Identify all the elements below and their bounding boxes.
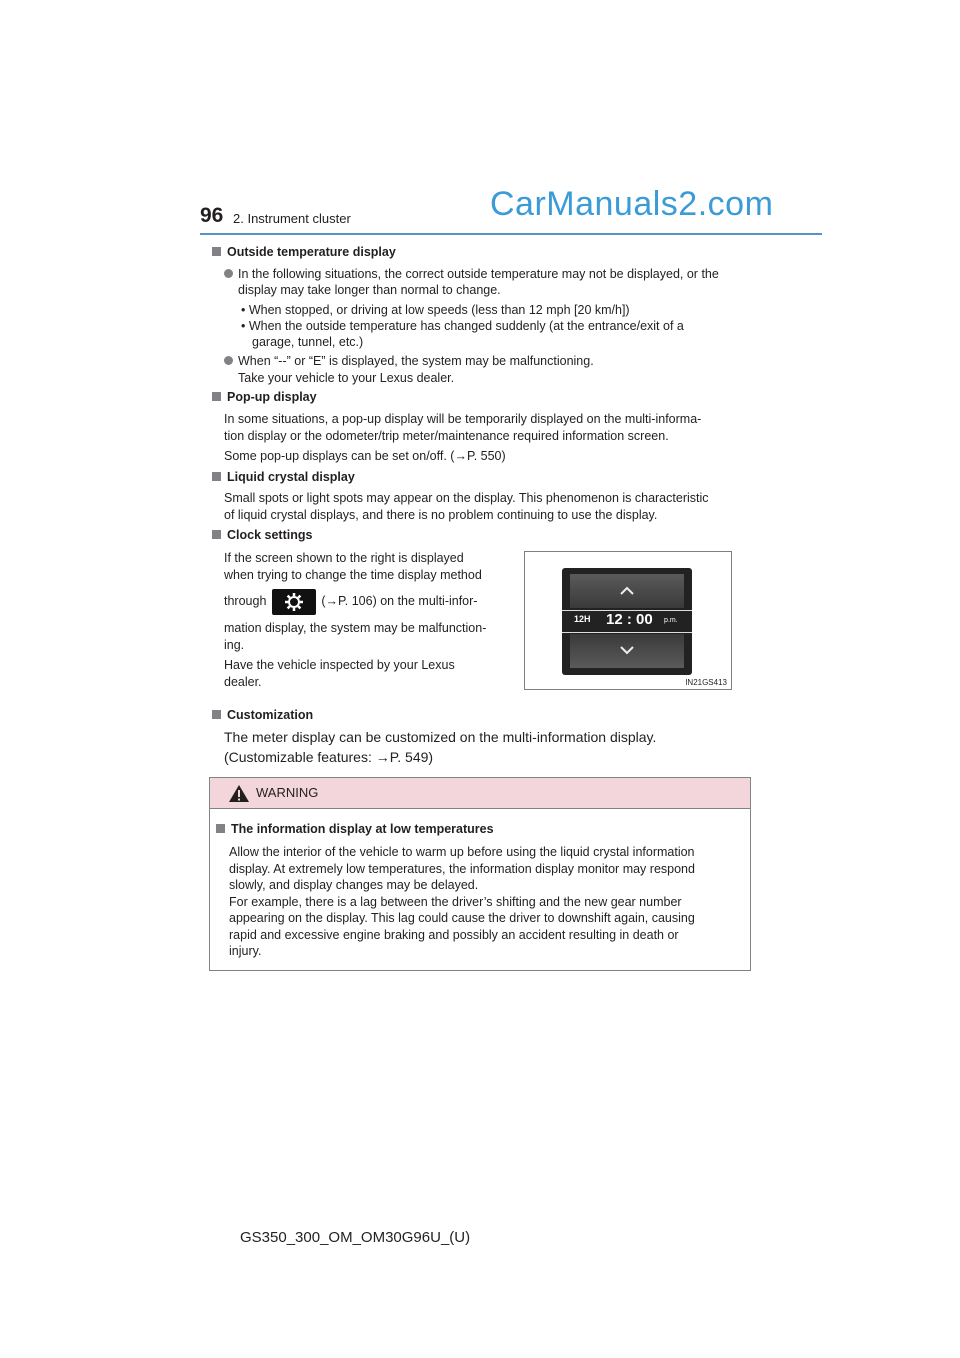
figure-code: IN21GS413 xyxy=(685,678,727,687)
clock-mode-label: 12H xyxy=(574,614,591,624)
warning-title: WARNING xyxy=(256,785,319,800)
heading-clock-settings: Clock settings xyxy=(212,528,312,542)
settings-gear-icon xyxy=(272,589,316,615)
clock-line-6: Have the vehicle inspected by your Lexus xyxy=(224,658,455,672)
heading-customization: Customization xyxy=(212,708,313,722)
popup-line-3: Some pop-up displays can be set on/off. (→P. 550) xyxy=(224,449,506,463)
bullet-outside-temp-1-cont: display may take longer than normal to change. xyxy=(238,283,501,297)
sub-item-temp-change-cont: garage, tunnel, etc.) xyxy=(252,335,364,349)
warning-line: For example, there is a lag between the driver’s shifting and the new gear number xyxy=(229,894,682,909)
screen-up-panel xyxy=(570,574,684,608)
warning-heading: The information display at low temperatures xyxy=(216,822,494,836)
warning-line: display. At extremely low temperatures, the information display monitor may respond xyxy=(229,861,695,876)
header-rule xyxy=(200,233,822,235)
square-bullet-icon xyxy=(212,247,221,256)
round-bullet-icon xyxy=(224,356,233,365)
clock-ampm-label: p.m. xyxy=(664,617,678,624)
warning-body xyxy=(229,844,739,960)
clock-time-value: 12 : 00 xyxy=(606,611,653,628)
square-bullet-icon xyxy=(212,710,221,719)
warning-box xyxy=(209,777,751,971)
popup-line-1: In some situations, a pop-up display will be temporarily displayed on the multi-informa- xyxy=(224,412,702,426)
warning-line: Allow the interior of the vehicle to warm up before using the liquid crystal information xyxy=(229,845,695,859)
multi-info-screen xyxy=(562,568,692,675)
square-bullet-icon xyxy=(216,824,225,833)
watermark: CarManuals2.com xyxy=(490,185,774,223)
warning-line: slowly, and display changes may be delayed. xyxy=(229,878,479,892)
clock-line-3: through (→P. 106) on the multi-infor- xyxy=(224,588,477,615)
square-bullet-icon xyxy=(212,530,221,539)
warning-line: appearing on the display. This lag could cause the driver to downshift again, causing xyxy=(229,911,695,925)
warning-header xyxy=(210,778,750,809)
clock-line-1: If the screen shown to the right is displayed xyxy=(224,551,464,565)
bullet-outside-temp-2-cont: Take your vehicle to your Lexus dealer. xyxy=(238,371,455,385)
square-bullet-icon xyxy=(212,392,221,401)
warning-line: injury. xyxy=(229,944,262,958)
clock-display-figure xyxy=(524,551,732,690)
square-bullet-icon xyxy=(212,472,221,481)
heading-lcd: Liquid crystal display xyxy=(212,470,355,484)
sub-item-low-speed: • When stopped, or driving at low speeds (less than 12 mph [20 km/h]) xyxy=(241,303,630,317)
warning-line: rapid and excessive engine braking and possibly an accident resulting in death or xyxy=(229,927,679,942)
sub-item-temp-change: • When the outside temperature has changed suddenly (at the entrance/exit of a xyxy=(241,319,684,333)
round-bullet-icon xyxy=(224,269,233,278)
custom-line-1: The meter display can be customized on the multi-information display. xyxy=(224,729,657,745)
chevron-up-icon xyxy=(570,574,684,608)
lcd-line-1: Small spots or light spots may appear on the display. This phenomenon is characteristic xyxy=(224,491,709,505)
custom-line-2: (Customizable features: →P. 549) xyxy=(224,749,434,765)
document-id: GS350_300_OM_OM30G96U_(U) xyxy=(240,1229,471,1246)
bullet-outside-temp-1: In the following situations, the correct outside temperature may not be displayed, or the xyxy=(224,266,754,283)
bullet-outside-temp-2: When “--” or “E” is displayed, the system may be malfunctioning. xyxy=(224,353,594,370)
divider-line xyxy=(562,632,692,633)
lcd-line-2: of liquid crystal displays, and there is no problem continuing to use the display. xyxy=(224,508,658,522)
section-title: 2. Instrument cluster xyxy=(233,211,351,226)
popup-line-2: tion display or the odometer/trip meter/maintenance required information screen. xyxy=(224,429,669,443)
clock-line-5: ing. xyxy=(224,638,245,652)
chevron-down-icon xyxy=(570,634,684,668)
screen-down-panel xyxy=(570,634,684,668)
clock-line-4: mation display, the system may be malfunction- xyxy=(224,621,487,635)
clock-line-7: dealer. xyxy=(224,675,262,689)
heading-popup-display: Pop-up display xyxy=(212,390,317,404)
heading-outside-temperature: Outside temperature display xyxy=(212,245,396,259)
warning-triangle-icon xyxy=(228,784,250,803)
clock-line-2: when trying to change the time display method xyxy=(224,568,482,582)
page-number: 96 xyxy=(200,204,224,227)
